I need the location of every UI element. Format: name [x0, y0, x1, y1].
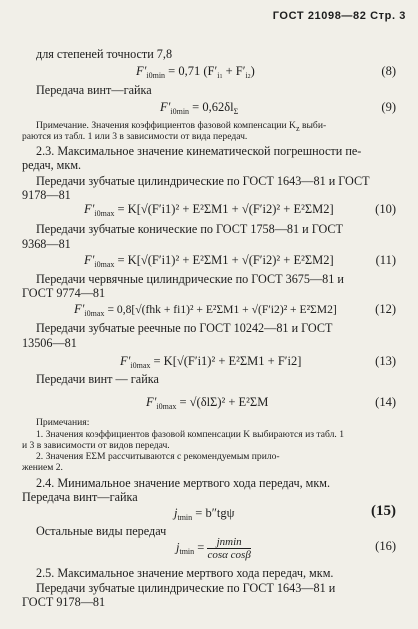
- formula-body: = K[√(F′i1)² + E²ΣM1 + F′i2]: [153, 354, 302, 368]
- note-2-1-line-1: 1. Значения коэффициентов фазовой компенсации K выбираются из табл. 1: [36, 429, 345, 440]
- formula-rhs: = b″tgψ: [195, 506, 235, 520]
- fraction-denominator: cosα cosβ: [207, 549, 251, 561]
- paragraph-cylindrical-4: ГОСТ 9178—81: [22, 595, 106, 609]
- formula-lhs-sub: tmin: [177, 513, 193, 522]
- formula-lhs-sub: i0max: [94, 260, 115, 269]
- equation-number-9: (9): [381, 100, 396, 114]
- section-2-4: 2.4. Минимальное значение мертвого хода передач, мкм.: [36, 476, 331, 490]
- paragraph-cylindrical-2: 9178—81: [22, 188, 71, 202]
- section-2-3-line-1: 2.3. Максимальное значение кинематической погрешности пе-: [36, 144, 362, 158]
- note-2-2-line-2: жением 2.: [22, 462, 63, 473]
- equation-number-15: (15): [371, 503, 396, 519]
- equation-number-14: (14): [375, 395, 396, 409]
- formula-body: = 0,8[√(fhk + fi1)² + E²ΣM1 + √(F′i2)² + E²ΣM2]: [107, 303, 337, 316]
- equation-number-10: (10): [375, 202, 396, 216]
- paragraph-cylindrical-1: Передачи зубчатые цилиндрические по ГОСТ 1643—81 и ГОСТ: [36, 174, 370, 188]
- formula-lhs: F′: [160, 100, 171, 114]
- paragraph-cylindrical-3: Передачи зубчатые цилиндрические по ГОСТ 1643—81 и: [36, 581, 336, 595]
- formula-equals: =: [197, 540, 205, 555]
- formula-lhs-sub: i0max: [84, 309, 105, 318]
- formula-lhs: j: [174, 506, 178, 520]
- formula-lhs: F′: [84, 202, 95, 216]
- paragraph-rack-1: Передачи зубчатые реечные по ГОСТ 10242—81 и ГОСТ: [36, 321, 333, 335]
- formula-11: [84, 253, 334, 268]
- formula-8: [136, 64, 255, 79]
- section-2-3-line-2: редач, мкм.: [22, 158, 82, 172]
- note-text: выби-: [299, 120, 327, 131]
- note-1-line-2: раются из табл. 1 или 3 в зависимости от вида передач.: [22, 131, 248, 142]
- note-2-1-line-2: и 3 в зависимости от видов передач.: [22, 440, 170, 451]
- formula-sub: i: [245, 71, 248, 80]
- formula-lhs: F′: [136, 64, 147, 78]
- formula-sub2: 2: [247, 74, 251, 80]
- formula-rhs: = 0,71 (F′: [168, 64, 218, 78]
- paragraph-screw-nut-3: Передача винт—гайка: [22, 490, 138, 504]
- formula-lhs: j: [176, 540, 180, 555]
- formula-lhs-sub: tmin: [179, 547, 195, 557]
- equation-number-11: (11): [375, 253, 396, 267]
- paragraph-worm-2: ГОСТ 9774—81: [22, 286, 106, 300]
- equation-number-16: (16): [375, 539, 396, 553]
- paragraph-bevel-1: Передачи зубчатые конические по ГОСТ 1758—81 и ГОСТ: [36, 222, 343, 236]
- formula-mid: + F′: [222, 64, 246, 78]
- note-text: Примечание. Значения коэффициентов фазовой компенсации K: [36, 120, 296, 131]
- paragraph-bevel-2: 9368—81: [22, 237, 71, 251]
- formula-12: [74, 302, 337, 317]
- formula-10: [84, 202, 334, 217]
- formula-body: = K[√(F′i1)² + E²ΣM1 + √(F′i2)² + E²ΣM2]: [117, 202, 334, 216]
- section-2-5: 2.5. Максимальное значение мертвого хода передач, мкм.: [36, 566, 334, 580]
- formula-sub: Σ: [233, 107, 239, 116]
- note-2-2-line-1: 2. Значения EΣM рассчитываются с рекомендуемым прило-: [36, 451, 280, 462]
- fraction: [207, 536, 250, 561]
- page-header: ГОСТ 21098—82 Стр. 3: [272, 10, 406, 22]
- formula-sub2: 1: [219, 74, 223, 80]
- formula-16: [176, 536, 251, 561]
- formula-lhs-sub: i0min: [146, 71, 166, 80]
- equation-number-12: (12): [375, 302, 396, 316]
- formula-9: [160, 100, 238, 115]
- paragraph-screw-nut: Передача винт—гайка: [36, 83, 152, 97]
- formula-sub: i: [217, 71, 220, 80]
- formula-14: [146, 395, 268, 410]
- formula-lhs-sub: i0max: [94, 209, 115, 218]
- paragraph-screw-nut-2: Передачи винт — гайка: [36, 372, 159, 386]
- formula-end: ): [250, 64, 255, 78]
- formula-lhs: F′: [74, 302, 85, 316]
- note-sub: z: [296, 124, 300, 133]
- paragraph-precision: для степеней точности 7,8: [36, 47, 173, 61]
- formula-13: [120, 354, 301, 369]
- formula-lhs: F′: [146, 395, 157, 409]
- formula-lhs-sub: i0min: [170, 107, 190, 116]
- formula-lhs-sub: i0max: [156, 402, 177, 411]
- paragraph-worm-1: Передачи червячные цилиндрические по ГОСТ 3675—81 и: [36, 272, 344, 286]
- formula-body: = √(δlΣ)² + E²ΣM: [179, 395, 269, 409]
- paragraph-other-gears: Остальные виды передач: [36, 524, 167, 538]
- formula-body: = K[√(F′i1)² + E²ΣM1 + √(F′i2)² + E²ΣM2]: [117, 253, 334, 267]
- formula-lhs: F′: [120, 354, 131, 368]
- equation-number-8: (8): [381, 64, 396, 78]
- formula-lhs-sub: i0max: [130, 361, 151, 370]
- formula-rhs: = 0,62δl: [192, 100, 234, 114]
- fraction-numerator: jnmin: [207, 536, 250, 549]
- notes-title: Примечания:: [36, 417, 90, 428]
- formula-lhs: F′: [84, 253, 95, 267]
- equation-number-13: (13): [375, 354, 396, 368]
- formula-15: [174, 506, 234, 521]
- paragraph-rack-2: 13506—81: [22, 336, 77, 350]
